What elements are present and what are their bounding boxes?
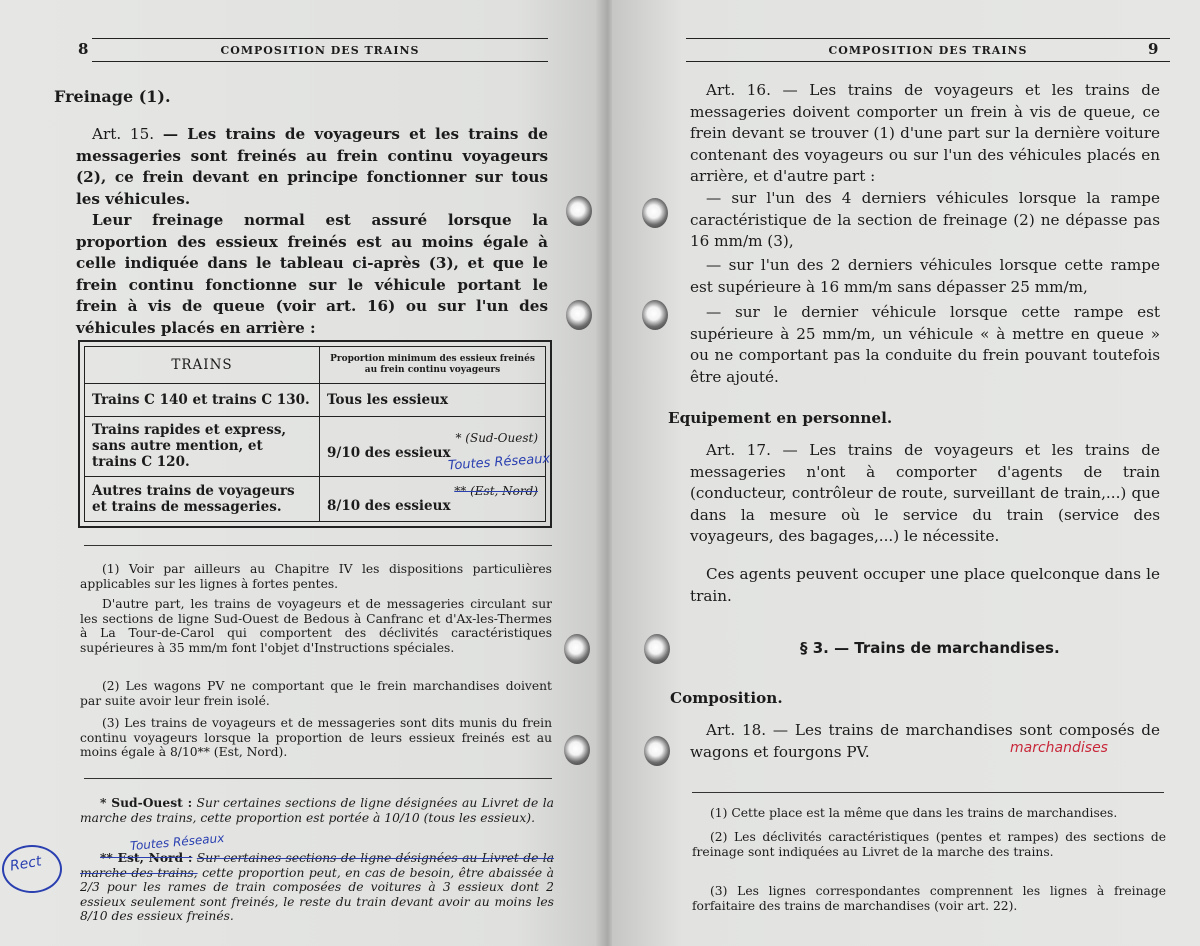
article-16-paragraph-2: — sur l'un des 4 derniers véhicules lorsque la rampe caractéristique de la section de freinage (2) ne dépasse pas 16 mm/m (3),	[690, 189, 1160, 251]
article-label: Art. 16.	[706, 81, 771, 99]
section-heading-personnel: Equipement en personnel.	[668, 409, 893, 427]
article-17-paragraph-2: Ces agents peuvent occuper une place quelconque dans le train.	[690, 565, 1160, 605]
footnote: D'autre part, les trains de voyageurs et de messageries circulant sur les sections de ligne Sud-Ouest de Bedous à Canfranc et d'Ax-les-Thermes à La Tour-de-Carol qui comportent des déclivités caractéristiques supérieures à 35 mm/m font l'objet d'Instructions spéciales.	[80, 597, 552, 655]
table-cell-note: ** (Est, Nord)	[454, 483, 538, 498]
article-15-paragraph-2: Leur freinage normal est assuré lorsque la proportion des essieux freinés est au moins égale à celle indiquée dans le tableau ci-après (3), et que le frein continu fonctionne sur le véhicule portant le frein à vis de queue (voir art. 16) ou sur l'un des véhicules placés en arrière :	[76, 211, 548, 337]
note-label: * Sud-Ouest :	[100, 795, 193, 810]
article-text: — Les trains de voyageurs et les trains de messageries n'ont à comporter d'agents de train (conducteur, contrôleur de route, surveillant de train,...) que dans la mesure où le service du train (service des voyageurs, des bagages,...) le nécessite.	[690, 441, 1161, 546]
article-16-paragraph-4: — sur le dernier véhicule lorsque cette rampe est supérieure à 25 mm/m, un véhicule « à mettre en queue » ou ne comportant pas la conduite du frein pouvant toutefois être ajouté.	[690, 303, 1160, 386]
table-cell-proportion: 9/10 des essieux	[327, 445, 451, 462]
article-17-paragraph-1	[690, 440, 1160, 548]
table-cell-proportion: 8/10 des essieux	[327, 497, 451, 514]
article-text: — Les trains de voyageurs et les trains de messageries doivent comporter un frein à vis de queue, ce frein devant se trouver (1) d'une part sur la dernière voiture contenant des voyageurs ou sur l'un des véhicules placés en arrière, et d'autre part :	[690, 81, 1161, 186]
footnote-divider	[84, 545, 552, 546]
table-cell-train: Trains C 140 et trains C 130.	[85, 384, 320, 417]
table-cell-train: Autres trains de voyageurs et trains de messageries.	[85, 476, 320, 521]
footnote-divider	[692, 792, 1164, 793]
handwritten-annotation-footnote: Toutes Réseaux	[129, 830, 225, 854]
note-est-nord	[80, 851, 554, 924]
note-text: cette proportion peut, en cas de besoin, être abaissée à 2/3 pour les rames de train composées de voitures à 3 essieux dont 2 essieux seulement sont freinés, le reste du train devant avoir au moins les 8/10 des essieux freinés.	[80, 865, 554, 923]
section-heading-freinage: Freinage (1).	[54, 87, 171, 106]
table-header-proportion: Proportion minimum des essieux freinés au frein continu voyageurs	[320, 347, 546, 384]
section-3-heading: § 3. — Trains de marchandises.	[800, 639, 1060, 657]
punch-hole	[642, 198, 668, 228]
table-cell-note: * (Sud-Ouest)	[455, 431, 538, 446]
footnote: (3) Les lignes correspondantes comprennent les lignes à freinage forfaitaire des trains de marchandises (voir art. 22).	[692, 884, 1166, 913]
article-label: Art. 18.	[706, 721, 767, 739]
article-text: — Les trains de voyageurs et les trains de messageries sont freinés au frein continu voyageurs (2), ce frein devant en principe fonctionner sur tous les véhicules.	[76, 125, 549, 208]
note-text: Sur certaines sections de ligne désignées au Livret de la marche des trains, cette proportion est portée à 10/10 (tous les essieux).	[80, 796, 554, 825]
handwritten-margin-mark: Rect	[8, 853, 43, 875]
punch-hole	[644, 634, 670, 664]
note-struck-text: Sur certaines sections de ligne désignées au Livret de la marche des trains,	[80, 851, 554, 880]
handwritten-annotation-art18: marchandises	[1010, 740, 1108, 756]
footnote: (2) Les déclivités caractéristiques (pentes et rampes) des sections de freinage sont indiquées au Livret de la marche des trains.	[692, 830, 1166, 859]
running-head: COMPOSITION DES TRAINS	[686, 38, 1170, 62]
page-number: 9	[1148, 40, 1159, 58]
punch-hole	[566, 196, 592, 226]
punch-hole	[642, 300, 668, 330]
article-16-paragraph-1	[690, 80, 1160, 188]
braking-table	[84, 346, 546, 522]
punch-hole	[564, 634, 590, 664]
article-text: — Les trains de marchandises sont composés de wagons et fourgons PV.	[690, 721, 1161, 761]
footnote: (1) Cette place est la même que dans les trains de marchandises.	[710, 806, 1118, 820]
running-head: COMPOSITION DES TRAINS	[92, 38, 548, 62]
punch-hole	[644, 736, 670, 766]
table-cell-train: Trains rapides et express, sans autre mention, et trains C 120.	[85, 416, 320, 476]
article-15-paragraph-1	[76, 124, 548, 210]
note-label: ** Est, Nord :	[100, 850, 193, 865]
note-divider	[84, 778, 552, 779]
handwritten-annotation-table: Toutes Réseaux	[447, 451, 551, 474]
table-header-trains: TRAINS	[85, 347, 320, 384]
note-sud-ouest	[80, 796, 554, 825]
punch-hole	[566, 300, 592, 330]
page-number: 8	[78, 40, 89, 58]
footnote: (2) Les wagons PV ne comportant que le frein marchandises doivent par suite avoir leur frein isolé.	[80, 679, 552, 708]
article-label: Art. 17.	[706, 441, 771, 459]
article-16-paragraph-3: — sur l'un des 2 derniers véhicules lorsque cette rampe est supérieure à 16 mm/m sans dépasser 25 mm/m,	[690, 256, 1160, 296]
table-cell-proportion: Tous les essieux	[320, 384, 546, 417]
braking-table-frame	[78, 340, 552, 528]
article-label: Art. 15.	[92, 125, 155, 143]
punch-hole	[564, 735, 590, 765]
footnote: (1) Voir par ailleurs au Chapitre IV les dispositions particulières applicables sur les lignes à fortes pentes.	[80, 562, 552, 591]
section-heading-composition: Composition.	[670, 689, 783, 707]
right-page	[612, 0, 1200, 946]
footnote: (3) Les trains de voyageurs et de messageries sont dits munis du frein continu voyageurs lorsque la proportion de leurs essieux freinés est au moins égale à 8/10** (Est, Nord).	[80, 716, 552, 759]
